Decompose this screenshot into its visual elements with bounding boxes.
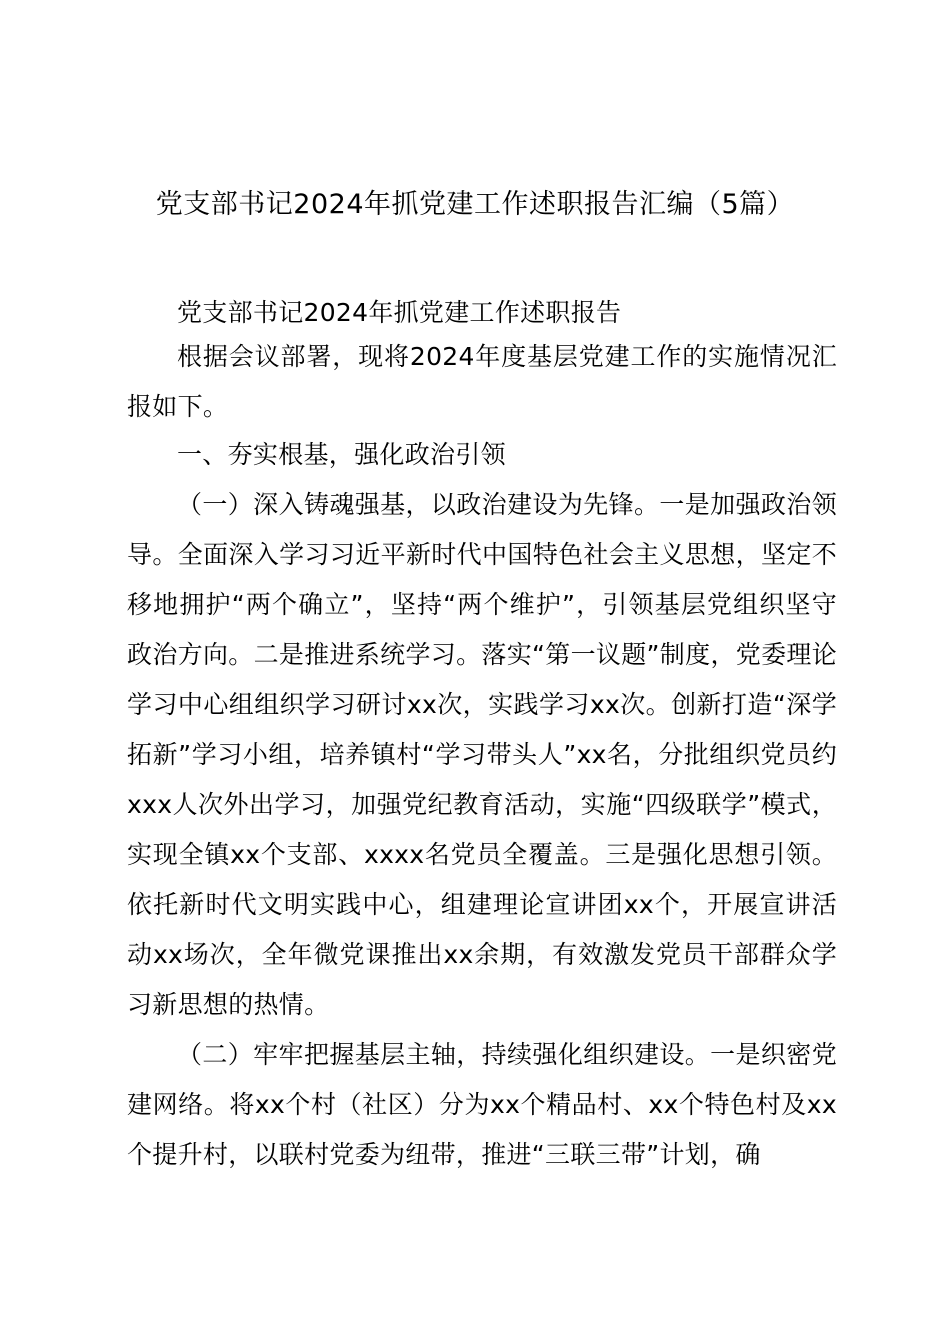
intro-paragraph: 根据会议部署，现将2024年度基层党建工作的实施情况汇报如下。 xyxy=(127,342,837,421)
document-body xyxy=(127,288,837,337)
section-heading: 一、夯实根基，强化政治引领 xyxy=(177,440,506,469)
paragraph-1-block xyxy=(127,480,837,1030)
paragraph-2-block xyxy=(127,1030,837,1180)
intro-block xyxy=(127,332,837,432)
report-subtitle: 党支部书记2024年抓党建工作述职报告 xyxy=(177,298,622,327)
section-heading-block xyxy=(127,430,837,479)
paragraph-political-construction: （一）深入铸魂强基，以政治建设为先锋。一是加强政治领导。全面深入学习习近平新时代中国特色社会主义思想，坚定不移地拥护“两个确立”，坚持“两个维护”，引领基层党组织坚守政治方向。二是推进系统学习。落实“第一议题”制度，党委理论学习中心组组织学习研讨xx次，实践学习xx次。创新打造“深学拓新”学习小组，培养镇村“学习带头人”xx名，分批组织党员约xxx人次外出学习，加强党纪教育活动，实施“四级联学”模式，实现全镇xx个支部、xxxx名党员全覆盖。三是强化思想引领。依托新时代文明实践中心，组建理论宣讲团xx个，开展宣讲活动xx场次，全年微党课推出xx余期，有效激发党员干部群众学习新思想的热情。 xyxy=(127,490,837,1019)
paragraph-organization-construction: （二）牢牢把握基层主轴，持续强化组织建设。一是织密党建网络。将xx个村（社区）分为xx个精品村、xx个特色村及xx个提升村，以联村党委为纽带，推进“三联三带”计划，确 xyxy=(127,1040,837,1169)
document-title: 党支部书记2024年抓党建工作述职报告汇编（5篇） xyxy=(155,189,795,220)
